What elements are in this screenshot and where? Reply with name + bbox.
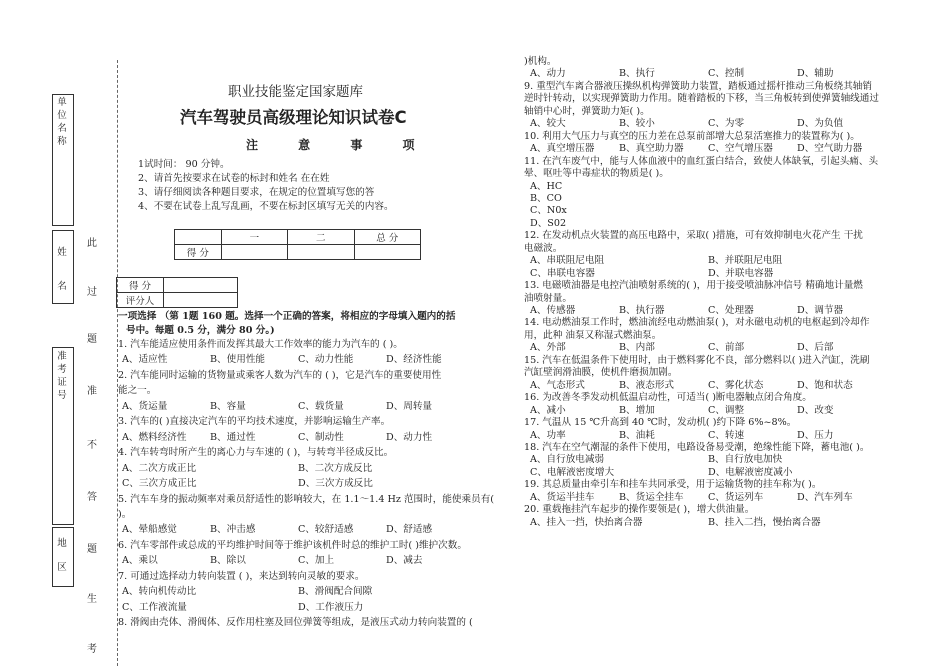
- question-text: 8. 滑阀由壳体、滑阀体、反作用柱塞及回位弹簧等组成，是液压式动力转向装置的 (: [118, 617, 473, 629]
- section-title-2: 号中。每题 0.5 分，满分 80 分。): [126, 325, 275, 336]
- answer-option: B、冲击感: [210, 524, 256, 536]
- answer-option: D、并联电容器: [708, 267, 774, 279]
- question-text: 12. 在发动机点火装置的高压电路中，采取( )措施，可有效抑制电火花产生 干扰: [524, 230, 863, 242]
- answer-option: C、空气增压器: [708, 143, 773, 155]
- answer-option: A、燃料经济性: [122, 431, 187, 443]
- answer-option: C、加上: [298, 555, 335, 567]
- answer-option: B、货运全挂车: [619, 491, 684, 503]
- note-1: 1试时间： 90 分钟。: [138, 159, 230, 170]
- question-text: 16. 为改善冬季发动机低温启动性，可适当( )断电器触点闭合角度。: [524, 392, 812, 404]
- region-label: 地区: [57, 538, 67, 573]
- answer-option: D、舒适感: [386, 524, 433, 536]
- question-text: )。: [118, 508, 132, 520]
- cut-line-char: 题: [87, 544, 97, 555]
- note-3: 3、请仔细阅读各种题目要求，在规定的位置填写您的答: [138, 187, 375, 198]
- grader-table: [116, 277, 238, 308]
- question-text: 5. 汽车车身的振动频率对乘员舒适性的影响较大，在 1.1～1.4 Hz 范围时，能使乘员有(: [118, 493, 495, 505]
- answer-option: D、为负值: [797, 118, 844, 130]
- answer-option: C、控制: [708, 68, 745, 80]
- answer-option: A、二次方成正比: [122, 462, 197, 474]
- question-text: 用，此种 油泵又称湿式燃油泵。: [524, 329, 662, 341]
- cut-line-char: 答: [87, 492, 97, 503]
- question-text: )机构。: [524, 56, 557, 67]
- question-text: 15. 汽车在低温条件下使用时，由于燃料雾化不良，部分燃料以( )进入汽缸，洗刷: [524, 354, 870, 366]
- note-2: 2、请首先按要求在试卷的标封和姓名 在在姓: [138, 173, 330, 184]
- question-text: 20. 重载拖挂汽车起步的操作要领是( )，增大供油量。: [524, 504, 755, 516]
- answer-option: D、压力: [797, 429, 834, 441]
- answer-option: B、使用性能: [210, 354, 266, 366]
- answer-option: B、增加: [619, 404, 655, 416]
- grader-name-label: 评分人: [117, 293, 164, 308]
- question-text: 汽缸壁润滑油膜，使机件磨损加剧。: [524, 367, 678, 379]
- question-text: 晕、呕吐等中毒症状的物质是( )。: [524, 168, 669, 180]
- answer-option: A、货运半挂车: [530, 491, 595, 503]
- score-header-empty: [175, 230, 222, 245]
- question-text: 逆时针转动，以实现弹簧助力作用。随着踏板的下移，当三角板转到使弹簧轴线通过: [524, 93, 879, 105]
- answer-option: D、改变: [797, 404, 834, 416]
- question-text: 3. 汽车的( )直接决定汽车的平均技术速度，并影响运输生产率。: [118, 416, 391, 428]
- answer-option: C、工作液流量: [122, 601, 187, 613]
- question-text: 4. 汽车转弯时所产生的离心力与车速的 ( )，与转弯半径成反比。: [118, 447, 394, 459]
- question-text: 19. 其总质量由牵引车和挂车共同承受，用于运输货物的挂车称为( )。: [524, 479, 822, 491]
- unit-label: 单位名称: [57, 97, 67, 147]
- answer-option: D、周转量: [386, 400, 433, 412]
- name-label: 姓名: [57, 247, 67, 292]
- answer-option: A、减小: [530, 404, 566, 416]
- answer-option: D、饱和状态: [797, 379, 853, 391]
- question-text: 轴销中心时，弹簧助力矩( )。: [524, 105, 650, 117]
- answer-option: D、动力性: [386, 431, 433, 443]
- exam-title: 汽车驾驶员高级理论知识试卷C: [180, 108, 407, 127]
- answer-option: D、空气助力器: [797, 143, 863, 155]
- score-cell-total[interactable]: [354, 245, 420, 260]
- score-header-total: 总 分: [354, 230, 420, 245]
- answer-option: C、前部: [708, 342, 745, 354]
- question-text: 11. 在汽车废气中，能与人体血液中的血红蛋白结合，致使人体缺氧，引起头痛、头: [524, 155, 879, 167]
- cut-line-char: 生: [87, 594, 97, 605]
- answer-option: C、三次方成正比: [122, 478, 197, 490]
- answer-option: D、S02: [530, 217, 567, 229]
- question-text: 13. 电磁喷油器是电控汽油喷射系统的( )，用于接受喷油脉冲信号 精确地计量燃: [524, 280, 863, 292]
- note-4: 4、不要在试卷上乱写乱画，不要在标封区填写无关的内容。: [138, 201, 394, 212]
- answer-option: A、真空增压器: [530, 143, 595, 155]
- cut-line-char: 考: [87, 644, 97, 655]
- answer-option: A、转向机传动比: [122, 586, 197, 598]
- answer-option: D、三次方成反比: [298, 478, 373, 490]
- answer-option: C、动力性能: [298, 354, 354, 366]
- question-text: 2. 汽车能同时运输的货物量或乘客人数为汽车的 ( )，它是汽车的重要使用性: [118, 369, 442, 381]
- answer-option: A、适应性: [122, 354, 168, 366]
- answer-option: A、自行放电减弱: [530, 454, 605, 466]
- question-text: 能之一。: [118, 385, 157, 397]
- answer-option: A、HC: [530, 180, 563, 192]
- answer-option: B、内部: [619, 342, 655, 354]
- ticket-label: 准考证号: [57, 351, 67, 401]
- question-text: 9. 重型汽车离合器液压操纵机构弹簧助力装置，踏板通过摇杆推动三角板绕其轴销: [524, 80, 872, 92]
- answer-option: A、动力: [530, 68, 566, 80]
- answer-option: C、较舒适感: [298, 524, 354, 536]
- score-cell-1[interactable]: [221, 245, 287, 260]
- answer-option: B、CO: [530, 192, 562, 204]
- answer-option: B、液态形式: [619, 379, 675, 391]
- grader-score-label: 得 分: [117, 278, 164, 293]
- answer-option: A、外部: [530, 342, 566, 354]
- answer-option: B、挂入二挡，慢抬离合器: [708, 516, 821, 528]
- answer-option: B、二次方成反比: [298, 462, 373, 474]
- answer-option: A、较大: [530, 118, 566, 130]
- answer-option: A、货运量: [122, 400, 168, 412]
- score-cell-2[interactable]: [288, 245, 354, 260]
- exam-subtitle: 职业技能鉴定国家题库: [228, 84, 363, 100]
- cut-line-char: 题: [87, 334, 97, 345]
- cut-line-char: 此: [87, 238, 97, 249]
- question-text: 1. 汽车能适应使用条件而发挥其最大工作效率的能力为汽车的 ( )。: [118, 339, 403, 350]
- score-table: [174, 229, 421, 260]
- answer-option: C、处理器: [708, 305, 754, 316]
- question-text: 14. 电动燃油泵工作时，燃油流经电动燃油泵( )，对永磁电动机的电枢起到冷却作: [524, 317, 870, 329]
- answer-option: C、电解液密度增大: [530, 466, 615, 478]
- question-text: 电磁波。: [524, 242, 563, 254]
- cut-line-char: 不: [87, 440, 97, 451]
- answer-option: C、制动性: [298, 431, 344, 443]
- answer-option: A、串联阻尼电阻: [530, 255, 605, 267]
- answer-option: D、后部: [797, 342, 834, 354]
- question-text: 10. 利用大气压力与真空的压力差在总泵前部增大总泵活塞推力的装置称为( )。: [524, 130, 860, 142]
- answer-option: C、为零: [708, 118, 745, 130]
- answer-option: B、油耗: [619, 429, 655, 441]
- answer-option: C、载货量: [298, 400, 344, 412]
- question-text: 6. 汽车零部件或总成的平均维护时间等于维护该机件时总的维护工时( )维护次数。: [118, 539, 467, 551]
- question-text: 油喷射量。: [524, 292, 572, 304]
- grader-score-cell[interactable]: [164, 278, 238, 293]
- cut-line-char: 准: [87, 386, 97, 397]
- answer-option: C、货运列车: [708, 491, 764, 503]
- answer-option: D、经济性能: [386, 354, 442, 366]
- answer-option: A、乘以: [122, 555, 158, 567]
- answer-option: C、串联电容器: [530, 267, 595, 279]
- answer-option: D、辅助: [797, 68, 834, 80]
- answer-option: D、汽车列车: [797, 491, 853, 503]
- score-row-label: 得 分: [175, 245, 222, 260]
- answer-option: C、N0x: [530, 205, 567, 217]
- answer-option: A、功率: [530, 429, 566, 441]
- answer-option: A、晕船感觉: [122, 524, 177, 536]
- answer-option: C、调整: [708, 404, 745, 416]
- question-text: 18. 汽车在空气潮湿的条件下使用，电路设备易受潮，绝缘性能下降，蓄电池( )。: [524, 441, 870, 453]
- answer-option: D、电解液密度减小: [708, 466, 793, 478]
- answer-option: A、气态形式: [530, 379, 585, 391]
- question-text: 17. 气温从 15 ℃升高到 40 ℃时，发动机( )约下降 6%~8%。: [524, 417, 797, 429]
- answer-option: C、转速: [708, 429, 745, 441]
- answer-option: B、执行器: [619, 305, 665, 316]
- answer-option: C、雾化状态: [708, 379, 764, 391]
- question-text: 7. 可通过选择动力转向装置 ( )，来达到转向灵敏的要求。: [118, 570, 365, 582]
- notice-heading: 注 意 事 项: [246, 138, 433, 152]
- section-title: 一项选择 （第 1题 160 题。选择一个正确的答案，将相应的字母填入题内的括: [118, 311, 456, 322]
- cut-line-char: 过: [87, 287, 97, 298]
- answer-option: B、滑阀配合间隙: [298, 586, 373, 598]
- score-header-2: 二: [288, 230, 354, 245]
- answer-option: B、容量: [210, 400, 246, 412]
- answer-option: A、挂入一挡，快抬离合器: [530, 516, 643, 528]
- answer-option: B、并联阻尼电阻: [708, 255, 783, 267]
- answer-option: B、执行: [619, 68, 655, 80]
- answer-option: D、调节器: [797, 305, 844, 316]
- answer-option: D、工作液压力: [298, 601, 364, 613]
- answer-option: A、传感器: [530, 305, 576, 316]
- answer-option: B、通过性: [210, 431, 256, 443]
- answer-option: D、减去: [386, 555, 423, 567]
- answer-option: B、真空助力器: [619, 143, 684, 155]
- answer-option: B、自行放电加快: [708, 454, 783, 466]
- answer-option: B、除以: [210, 555, 246, 567]
- grader-name-cell[interactable]: [164, 293, 238, 308]
- answer-option: B、较小: [619, 118, 655, 130]
- score-header-1: 一: [221, 230, 287, 245]
